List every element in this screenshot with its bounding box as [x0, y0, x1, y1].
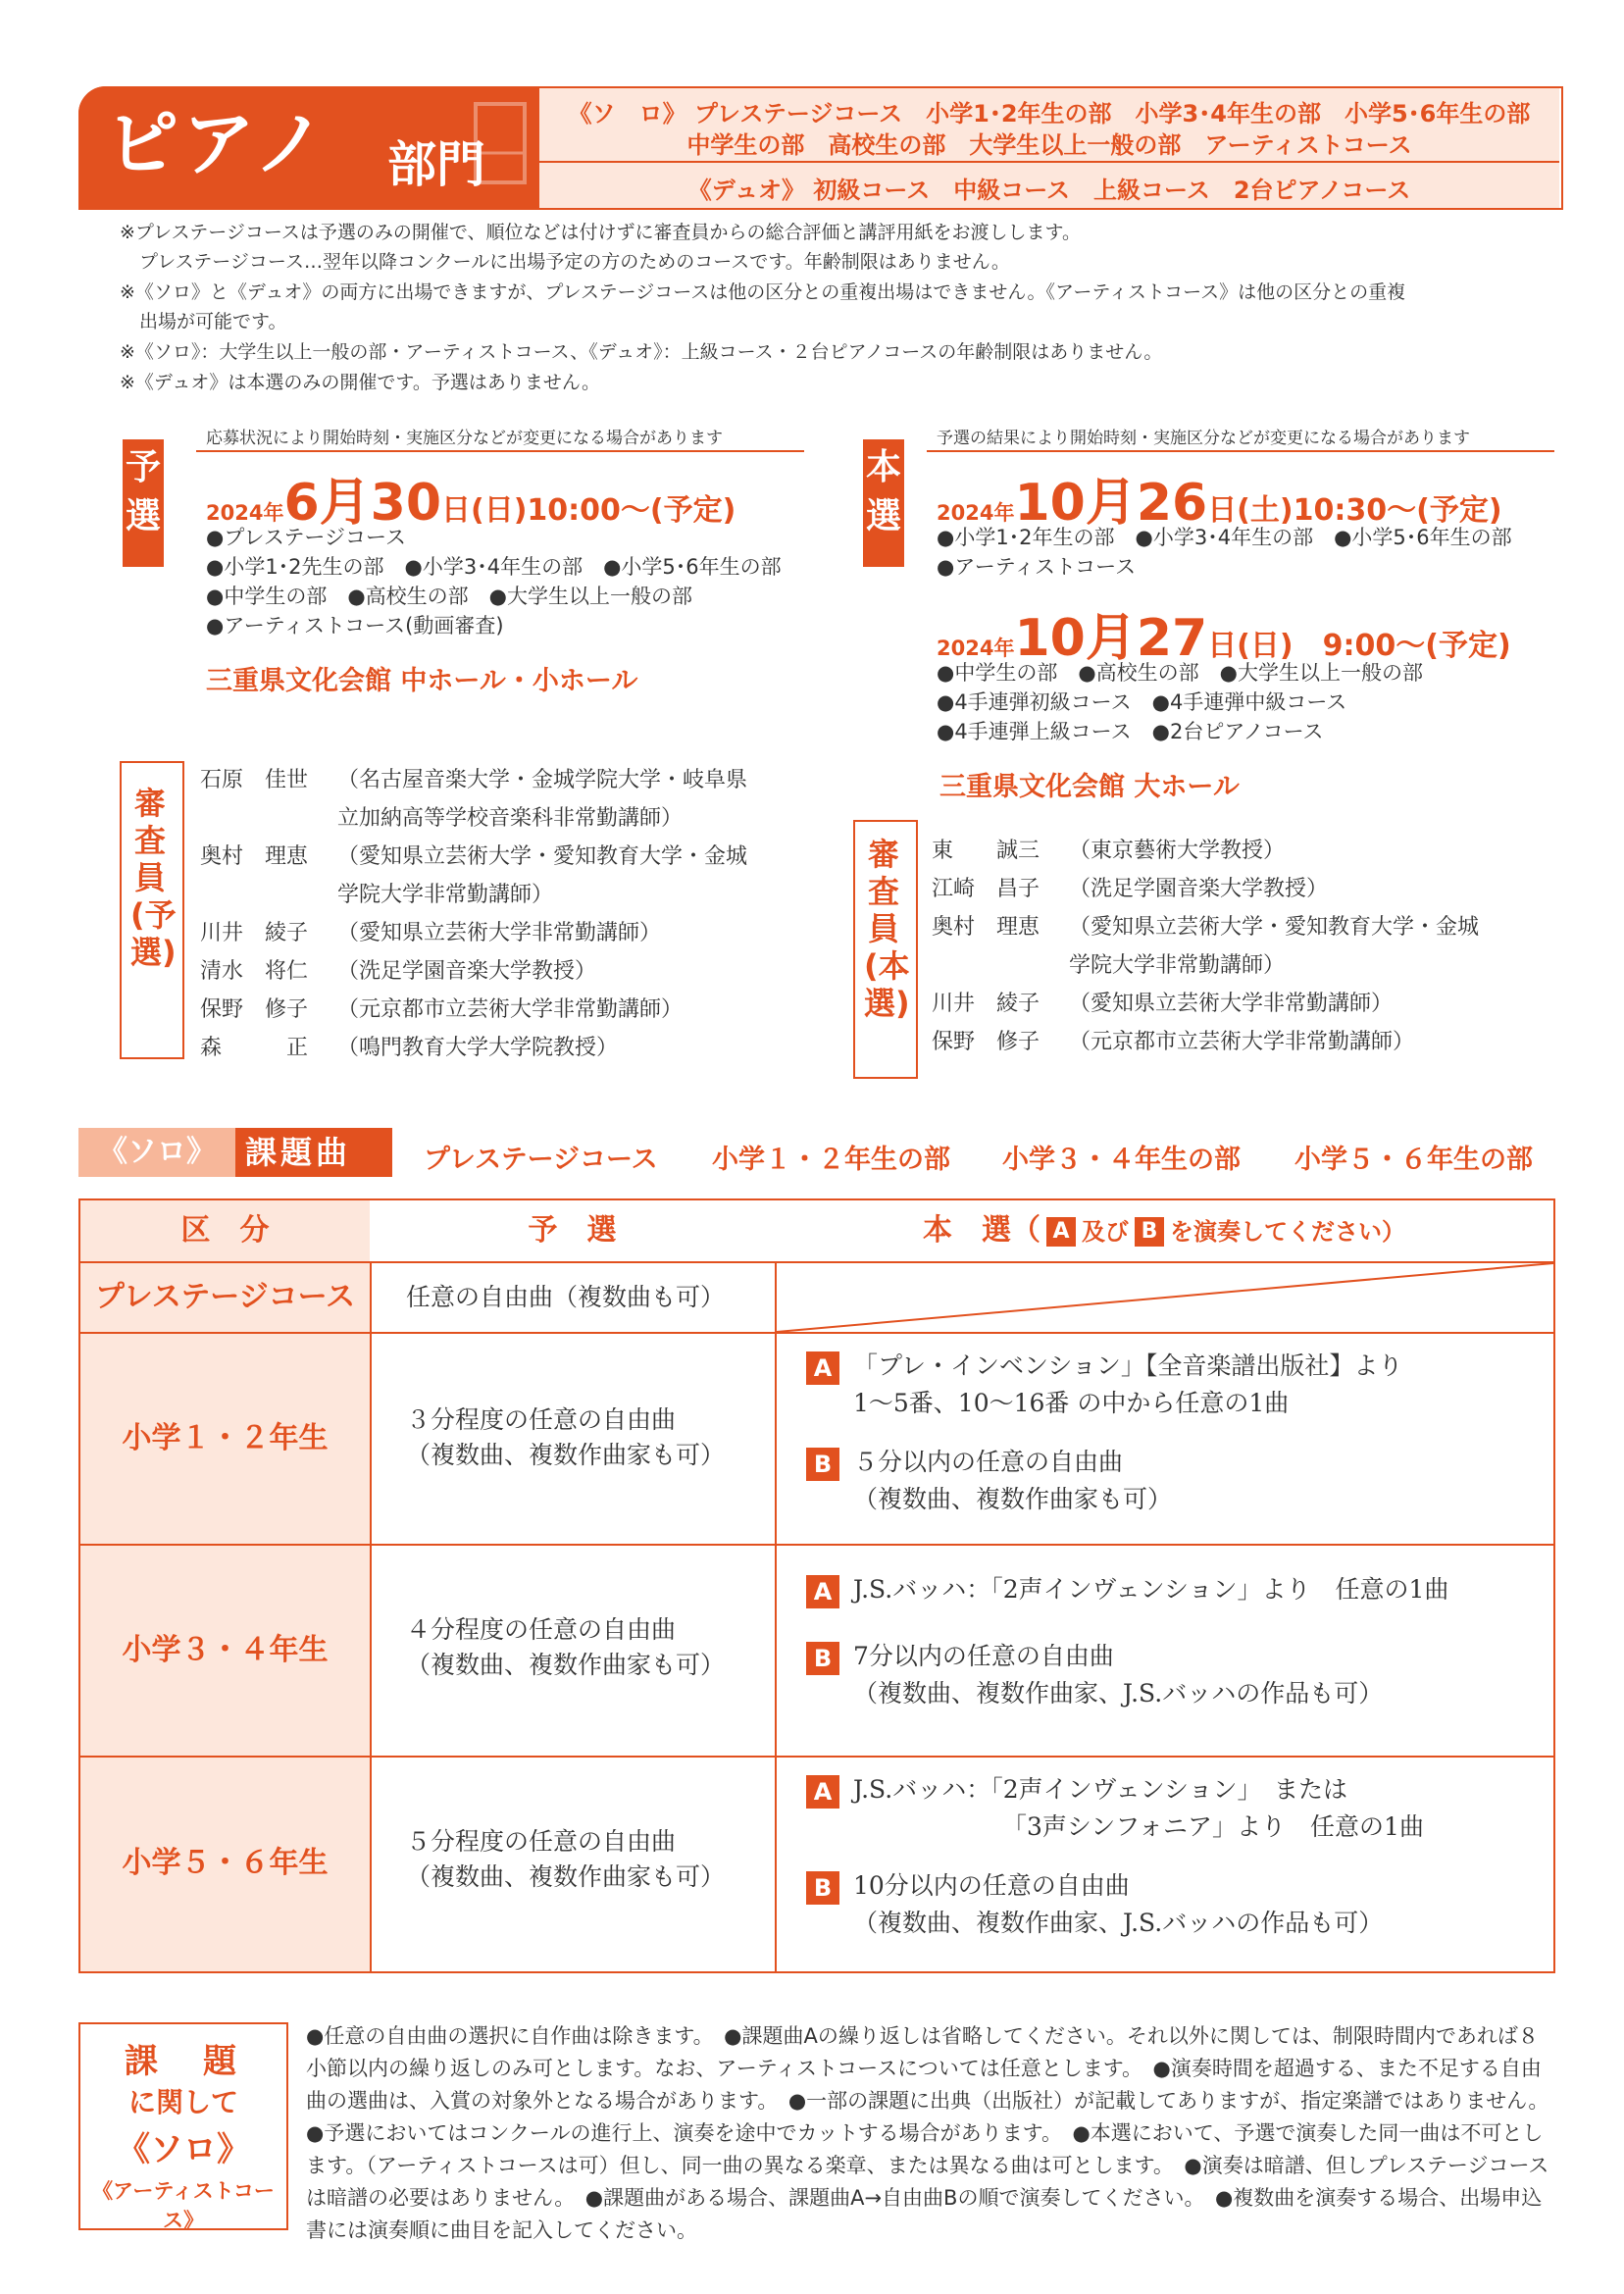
header-final-mid: 及び — [1082, 1218, 1129, 1246]
judge-name: 江崎 昌子 — [932, 877, 1040, 901]
judge-name: 川井 綾子 — [932, 992, 1040, 1016]
prelim-text: ３分程度の任意の自由曲 — [406, 1405, 677, 1434]
judge-row — [200, 1029, 828, 1067]
judge-row — [932, 985, 1559, 1023]
judge-row — [932, 832, 1559, 870]
prelim-items — [206, 523, 782, 640]
prelim-tag: 予選 — [123, 439, 164, 567]
judge-affiliation: （東京藝術大学教授） — [1069, 839, 1286, 863]
final-day2-items — [937, 658, 1423, 746]
judges-final-label: 審査員(本選) — [864, 836, 910, 1022]
badge-b: B — [806, 1642, 839, 1675]
judge-affiliation-cont: 立加納高等学校音楽科非常勤講師） — [337, 806, 684, 831]
prelim-date-day: 6月30 — [283, 474, 441, 533]
prelim-item: ●中学生の部 ●高校生の部 ●大学生以上一般の部 — [206, 585, 692, 608]
judge-row — [932, 908, 1559, 946]
judges-final-list — [932, 832, 1559, 1061]
final-a-text: J.S.バッハ：「2声インヴェンション」より 任意の1曲 — [853, 1575, 1449, 1604]
row-category-grade56: 小学５・６年生 — [80, 1758, 370, 1969]
final-item: ●小学1･2年生の部 ●小学3･4年生の部 ●小学5･6年生の部 — [937, 526, 1512, 549]
judge-name: 保野 修子 — [200, 997, 309, 1022]
rules-label-2: に関して — [127, 2086, 238, 2118]
final-b — [806, 1867, 1542, 1905]
final-day1-year: 2024年 — [937, 501, 1015, 525]
header-final — [775, 1200, 1553, 1261]
rules-label-1: 課 題 — [125, 2042, 242, 2081]
final-b-text: 7分以内の任意の自由曲 — [853, 1642, 1114, 1670]
judge-name: 川井 綾子 — [200, 921, 309, 945]
assignment-table — [78, 1198, 1555, 1973]
row-final-grade12 — [806, 1348, 1542, 1518]
final-b — [806, 1444, 1542, 1481]
prelim-date-year: 2024年 — [206, 501, 284, 525]
final-b-text: ５分以内の任意の自由曲 — [853, 1448, 1124, 1476]
header-duo-row: 《デュオ》 初級コース 中級コース 上級コース 2台ピアノコース — [687, 177, 1411, 204]
judge-name: 石原 佳世 — [200, 768, 309, 792]
rules-label-4: 《アーティストコース》 — [92, 2179, 275, 2232]
row-category-grade34: 小学３・４年生 — [80, 1546, 370, 1756]
solo-course-grade12: 小学１・２年生の部 — [712, 1145, 950, 1175]
judge-row — [932, 870, 1559, 908]
note-4: 出場が可能です。 — [139, 311, 287, 332]
final-item: ●中学生の部 ●高校生の部 ●大学生以上一般の部 — [937, 661, 1423, 685]
solo-title: 課題曲 — [245, 1134, 352, 1171]
note-1: ※プレステージコースは予選のみの開催で、順位などは付けずに審査員からの総合評価と講評用紙をお渡しします。 — [120, 222, 1081, 243]
final-day2-day: 10月27 — [1014, 609, 1208, 668]
solo-course-prestage: プレステージコース — [424, 1145, 658, 1175]
judge-affiliation: （洗足学園音楽大学教授） — [337, 959, 597, 984]
final-a-text-cont: 1〜5番、10〜16番 の中から任意の1曲 — [853, 1389, 1290, 1417]
judge-name: 奥村 理恵 — [200, 844, 309, 869]
row-final-grade34 — [806, 1571, 1542, 1712]
final-a — [806, 1348, 1542, 1385]
prelim-item: ●プレステージコース — [206, 526, 406, 549]
final-a — [806, 1771, 1542, 1809]
empty-cell-diagonal — [777, 1263, 1553, 1332]
prelim-venue: 三重県文化会館 中ホール・小ホール — [206, 666, 638, 696]
judge-affiliation-cont: 学院大学非常勤講師） — [1069, 953, 1286, 978]
judges-prelim-label: 審査員(予選) — [130, 785, 177, 971]
judge-affiliation-cont: 学院大学非常勤講師） — [337, 883, 554, 907]
badge-b: B — [1135, 1217, 1164, 1247]
row-category-prestage: プレステージコース — [80, 1263, 370, 1332]
judge-name: 保野 修子 — [932, 1030, 1040, 1054]
judge-name: 森 正 — [200, 1036, 309, 1060]
header-final-post: を演奏してください） — [1170, 1218, 1405, 1246]
final-tag: 本選 — [863, 439, 904, 567]
judge-affiliation: （鳴門教育大学大学院教授） — [337, 1036, 619, 1060]
badge-a: A — [1046, 1217, 1076, 1247]
judge-name: 奥村 理恵 — [932, 915, 1040, 940]
prelim-text: （複数曲、複数作曲家も可） — [406, 1862, 726, 1891]
rules-text: ●任意の自由曲の選択に自作曲は除きます。 ●課題曲Aの繰り返しは省略してください。それ以外に関しては、制限時間内であれば８小節以内の繰り返しのみ可とします。なお、アーティストコースについては任意とします。 ●演奏時間を超過する、また不足する自由曲の選曲は、入賞の対象外となる場合があります。 ●一部の課題に出典（出版社）が記載してありますが、指定楽譜ではありません。 ●予選においてはコンクールの進行上、演奏を途中でカットする場合があります。 ●本選において、予選で演奏した同一曲は不可とします。（アーティストコースは可）但し、同一曲の異なる楽章、または異なる曲は可とします。 ●演奏は暗譜、但しプレステージコースは暗譜の必要はありません。 ●課題曲がある場合、課題曲A→自由曲Bの順で演奏してください。 ●複数曲を演奏する場合、出場申込書には演奏順に曲目を記入してください。 — [306, 2024, 1559, 2242]
header-prelim: 予 選 — [370, 1200, 775, 1261]
note-5: ※《ソロ》：大学生以上一般の部・アーティストコース、《デュオ》：上級コース・２台ピアノコースの年齢制限はありません。 — [120, 341, 1163, 363]
row-prelim-grade34 — [406, 1612, 725, 1683]
prelim-note-line — [196, 450, 804, 452]
judge-name: 東 誠三 — [932, 839, 1040, 863]
final-note: 予選の結果により開始時刻・実施区分などが変更になる場合があります — [937, 429, 1470, 448]
table-line — [370, 1200, 372, 1971]
rules-label-3: 《ソロ》 — [117, 2130, 250, 2169]
judges-prelim-list — [200, 761, 828, 1067]
header-solo-row1: 《ソ ロ》 プレステージコース 小学1･2年生の部 小学3･4年生の部 小学5･6年生の部 — [568, 100, 1531, 127]
solo-course-grade56: 小学５・６年生の部 — [1294, 1145, 1533, 1175]
prelim-text: ５分程度の任意の自由曲 — [406, 1827, 677, 1856]
page-title-suffix: 部門 — [387, 135, 485, 193]
final-venue: 三重県文化会館 大ホール — [939, 772, 1240, 802]
row-final-grade56 — [806, 1771, 1542, 1942]
final-day1-day: 10月26 — [1014, 474, 1208, 533]
judge-affiliation: （愛知県立芸術大学・愛知教育大学・金城 — [1069, 915, 1480, 940]
prelim-text: （複数曲、複数作曲家も可） — [406, 1441, 726, 1469]
final-day2-time: 日(日) 9:00〜(予定) — [1207, 629, 1511, 663]
prelim-text: ４分程度の任意の自由曲 — [406, 1615, 677, 1644]
judge-affiliation: （愛知県立芸術大学非常勤講師） — [337, 921, 662, 945]
final-note-line — [927, 450, 1554, 452]
judge-affiliation: （元京都市立芸術大学非常勤講師） — [1069, 1030, 1415, 1054]
final-item: ●4手連弾初級コース ●4手連弾中級コース — [937, 690, 1347, 714]
page-title: ピアノ — [106, 102, 330, 186]
judge-affiliation: （洗足学園音楽大学教授） — [1069, 877, 1329, 901]
judge-name: 清水 将仁 — [200, 959, 309, 984]
badge-a: A — [806, 1575, 839, 1608]
note-6: ※《デュオ》は本選のみの開催です。予選はありません。 — [120, 372, 600, 393]
solo-course-grade34: 小学３・４年生の部 — [1002, 1145, 1241, 1175]
final-item: ●アーティストコース — [937, 555, 1137, 579]
judge-row — [200, 952, 828, 991]
final-a — [806, 1571, 1542, 1608]
final-b-text-cont: （複数曲、複数作曲家、J.S.バッハの作品も可） — [853, 1909, 1384, 1937]
row-prelim-grade12 — [406, 1402, 725, 1473]
row-category-grade12: 小学１・２年生 — [80, 1334, 370, 1544]
prelim-item: ●小学1･2先生の部 ●小学3･4年生の部 ●小学5･6年生の部 — [206, 555, 782, 579]
row-prelim-prestage: 任意の自由曲（複数曲も可） — [406, 1283, 726, 1311]
header-solo-row2: 中学生の部 高校生の部 大学生以上一般の部 アーティストコース — [686, 131, 1412, 159]
judge-affiliation: （名古屋音楽大学・金城学院大学・岐阜県 — [337, 768, 748, 792]
rules-label-box — [78, 2022, 288, 2230]
badge-a: A — [806, 1775, 839, 1809]
final-item: ●4手連弾上級コース ●2台ピアノコース — [937, 720, 1324, 743]
header-final-pre: 本 選（ — [923, 1213, 1040, 1248]
final-a-text: J.S.バッハ：「2声インヴェンション」 または — [853, 1775, 1347, 1804]
prelim-item: ●アーティストコース(動画審査) — [206, 614, 504, 637]
judge-row — [200, 838, 828, 876]
final-day1-items — [937, 523, 1512, 582]
badge-a: A — [806, 1351, 839, 1385]
final-a-text: 「プレ・インベンション」【全音楽譜出版社】より — [853, 1351, 1403, 1380]
judge-row — [200, 914, 828, 952]
judge-row — [200, 761, 828, 799]
final-b-text: 10分以内の任意の自由曲 — [853, 1871, 1130, 1900]
final-b-text-cont: （複数曲、複数作曲家、J.S.バッハの作品も可） — [853, 1679, 1384, 1708]
header-category: 区 分 — [180, 1213, 270, 1248]
prelim-text: （複数曲、複数作曲家も可） — [406, 1651, 726, 1679]
prelim-date-time: 日(日)10:00〜(予定) — [441, 493, 736, 528]
judge-row — [932, 1023, 1559, 1061]
note-3: ※《ソロ》と《デュオ》の両方に出場できますが、プレステージコースは他の区分との重複出場はできません。《アーティストコース》は他の区分との重複 — [120, 281, 1406, 303]
judge-row — [200, 991, 828, 1029]
note-2: プレステージコース…翌年以降コンクールに出場予定の方のためのコースです。年齢制限はありません。 — [139, 251, 1010, 273]
judge-affiliation: （愛知県立芸術大学非常勤講師） — [1069, 992, 1394, 1016]
badge-b: B — [806, 1448, 839, 1481]
badge-b: B — [806, 1871, 839, 1905]
prelim-note: 応募状況により開始時刻・実施区分などが変更になる場合があります — [206, 429, 723, 448]
final-day1-time: 日(土)10:30〜(予定) — [1207, 493, 1502, 528]
solo-tag: 《ソロ》 — [78, 1128, 235, 1177]
final-day2-year: 2024年 — [937, 637, 1015, 660]
row-prelim-grade56 — [406, 1824, 725, 1895]
judge-affiliation: （愛知県立芸術大学・愛知教育大学・金城 — [337, 844, 748, 869]
final-a-text-cont: 「3声シンフォニア」より 任意の1曲 — [1002, 1812, 1424, 1841]
judge-affiliation: （元京都市立芸術大学非常勤講師） — [337, 997, 684, 1022]
final-b — [806, 1638, 1542, 1675]
final-b-text-cont: （複数曲、複数作曲家も可） — [853, 1485, 1173, 1513]
